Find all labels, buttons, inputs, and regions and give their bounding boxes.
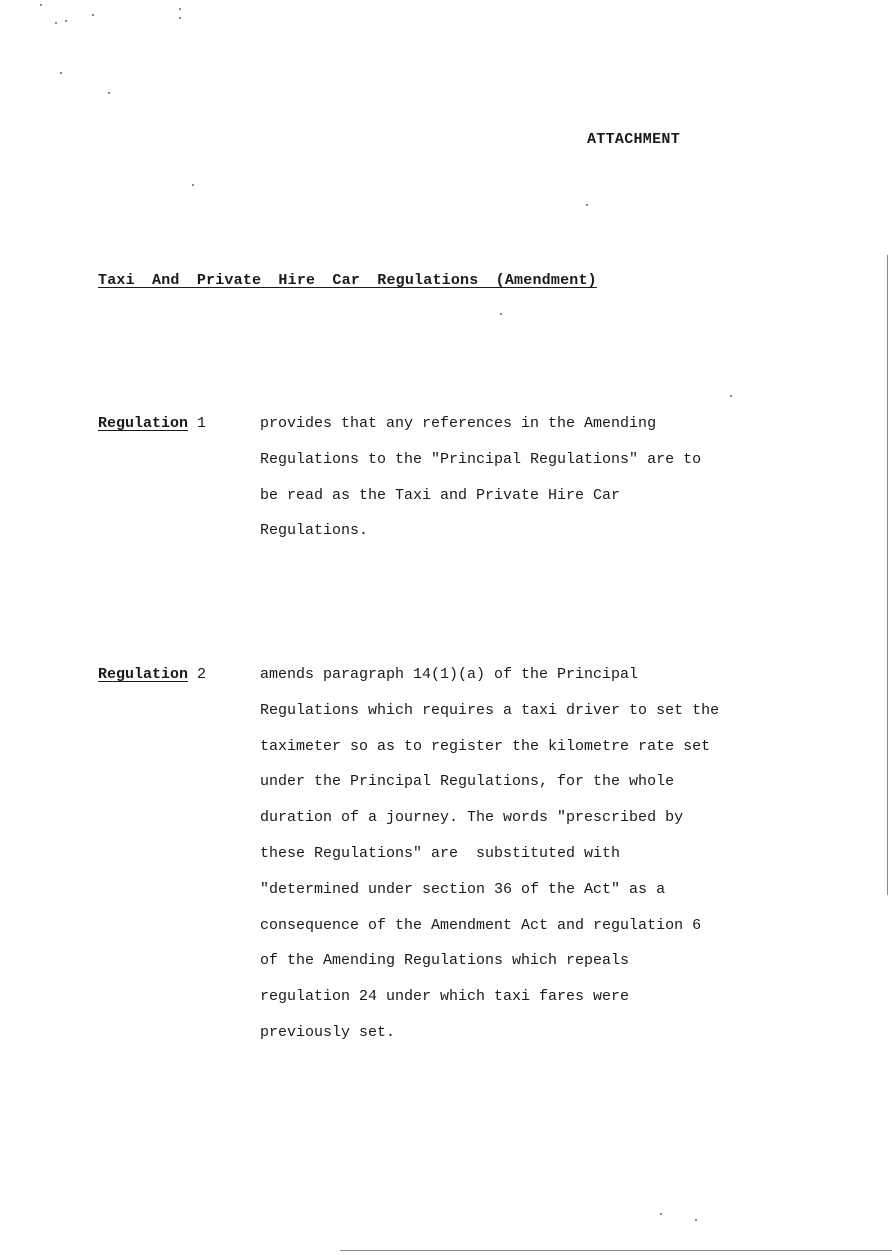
scan-speck — [179, 8, 181, 10]
scan-bottom-line — [340, 1250, 892, 1251]
regulation-2-line: regulation 24 under which taxi fares were — [260, 988, 630, 1006]
regulation-2-line: Regulations which requires a taxi driver to set the — [260, 701, 720, 719]
scan-edge-line — [887, 255, 888, 895]
regulation-1-line: Regulations to the "Principal Regulations" are to — [260, 450, 702, 468]
scan-speck — [500, 313, 502, 315]
scan-speck — [55, 22, 57, 24]
regulation-2-label — [98, 666, 206, 683]
regulation-2-line: consequence of the Amendment Act and regulation 6 — [260, 916, 702, 934]
regulation-1-line: be read as the Taxi and Private Hire Car — [260, 486, 621, 504]
regulation-1-line: Regulations. — [260, 522, 369, 540]
scan-speck — [695, 1219, 697, 1221]
document-title: Taxi And Private Hire Car Regulations (Amendment) — [98, 272, 597, 289]
scan-speck — [192, 184, 194, 186]
regulation-1-label — [98, 415, 206, 432]
regulation-2-line: amends paragraph 14(1)(a) of the Principal — [260, 666, 639, 683]
attachment-heading: ATTACHMENT — [587, 131, 681, 148]
scan-speck — [108, 92, 110, 94]
scan-speck — [92, 14, 94, 16]
regulation-2-label-number: 2 — [197, 666, 207, 683]
regulation-2-text — [260, 657, 719, 1051]
regulation-2-label-word: Regulation — [98, 666, 189, 683]
regulation-2-line: under the Principal Regulations, for the whole — [260, 773, 675, 791]
regulation-1-label-number: 1 — [197, 415, 207, 432]
scan-speck — [586, 204, 588, 206]
scan-speck — [179, 17, 181, 19]
regulation-2-line: "determined under section 36 of the Act" as a — [260, 880, 666, 898]
regulation-2-line: these Regulations" are substituted with — [260, 844, 621, 862]
scan-speck — [60, 72, 62, 74]
scan-speck — [65, 20, 67, 22]
regulation-2-line: duration of a journey. The words "prescribed by — [260, 809, 684, 827]
regulation-1-line: provides that any references in the Amending — [260, 415, 657, 432]
regulation-1-label-word: Regulation — [98, 415, 189, 432]
regulation-2-line: taximeter so as to register the kilometre rate set — [260, 737, 711, 755]
scan-speck — [40, 4, 42, 6]
scan-speck — [660, 1213, 662, 1215]
regulation-1-text — [260, 406, 701, 549]
scan-speck — [730, 395, 732, 397]
regulation-2-line: previously set. — [260, 1023, 396, 1041]
regulation-2-line: of the Amending Regulations which repeals — [260, 952, 630, 970]
